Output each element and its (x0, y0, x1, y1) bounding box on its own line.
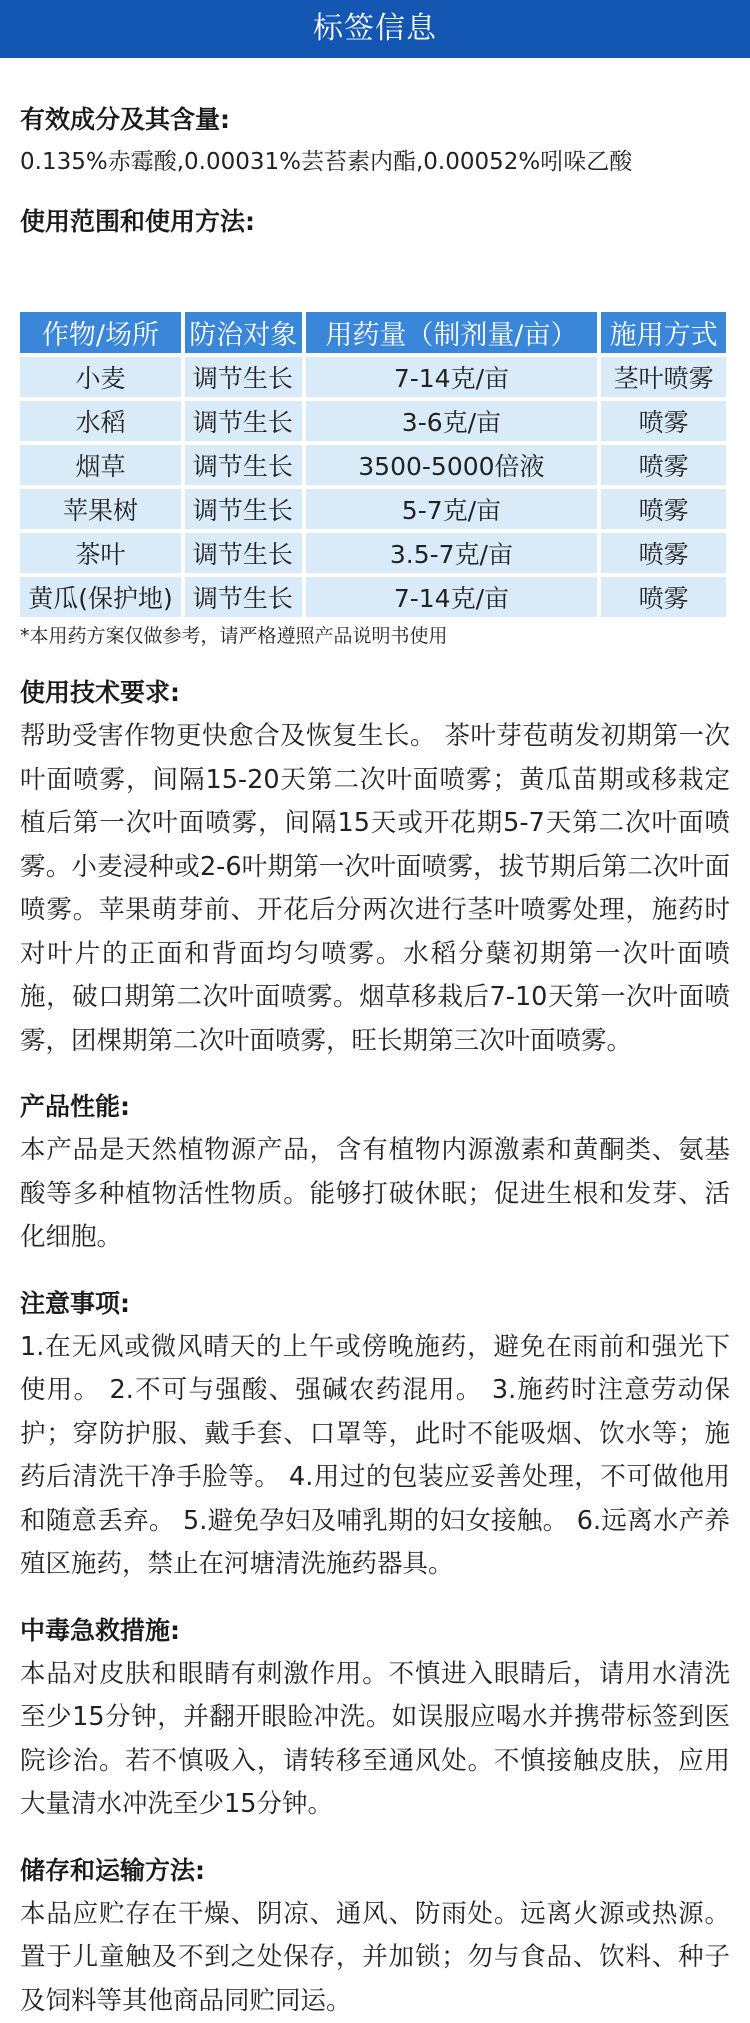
section-title: 使用技术要求: (20, 675, 730, 711)
table-note: *本用药方案仅做参考，请严格遵照产品说明书使用 (20, 623, 730, 649)
section-title: 注意事项: (20, 1286, 730, 1322)
col-header-crop: 作物/场所 (20, 312, 181, 353)
page-title: 标签信息 (313, 11, 437, 46)
cell-method: 茎叶喷雾 (601, 357, 726, 397)
usage-scope-title: 使用范围和使用方法: (20, 204, 730, 240)
section-text: 帮助受害作物更快愈合及恢复生长。 茶叶芽苞萌发初期第一次叶面喷雾，间隔15-20天第二次叶面喷雾；黄瓜苗期或移栽定植后第一次叶面喷雾，间隔15天或开花期5-7天第二次叶面喷雾。小麦浸种或2-6叶期第一次叶面喷雾，拔节期后第二次叶面喷雾。苹果萌芽前、开花后分两次进行茎叶喷雾处理，施药时对叶片的正面和背面均匀喷雾。水稻分蘖初期第一次叶面喷施，破口期第二次叶面喷雾。烟草移栽后7-10天第一次叶面喷雾，团棵期第二次叶面喷雾，旺长期第三次叶面喷雾。 (20, 715, 730, 1063)
cell-dosage: 3.5-7克/亩 (306, 533, 598, 573)
cell-target: 调节生长 (185, 445, 302, 485)
ingredients-text: 0.135%赤霉酸,0.00031%芸苔素内酯,0.00052%吲哚乙酸 (20, 144, 730, 180)
cell-dosage: 5-7克/亩 (306, 489, 598, 529)
cell-method: 喷雾 (601, 577, 726, 617)
technical-requirements-section (20, 675, 730, 1063)
section-text: 本品对皮肤和眼睛有刺激作用。不慎进入眼睛后，请用水清洗至少15分钟，并翻开眼睑冲洗。如误服应喝水并携带标签到医院诊治。若不慎吸入，请转移至通风处。不慎接触皮肤，应用大量清水冲洗至少15分钟。 (20, 1653, 730, 1827)
section-title: 产品性能: (20, 1089, 730, 1125)
cell-crop: 烟草 (20, 445, 181, 485)
page-header (0, 0, 750, 58)
cell-crop: 小麦 (20, 357, 181, 397)
cell-method: 喷雾 (601, 489, 726, 529)
table-row (20, 533, 726, 573)
cell-target: 调节生长 (185, 357, 302, 397)
ingredients-title: 有效成分及其含量: (20, 102, 730, 138)
cell-dosage: 3500-5000倍液 (306, 445, 598, 485)
first-aid-section (20, 1613, 730, 1827)
product-performance-section (20, 1089, 730, 1260)
storage-transport-section (20, 1853, 730, 2023)
table-row (20, 445, 726, 485)
label-content (0, 58, 750, 2023)
section-text: 1.在无风或微风晴天的上午或傍晚施药，避免在雨前和强光下使用。 2.不可与强酸、强碱农药混用。 3.施药时注意劳动保护；穿防护服、戴手套、口罩等，此时不能吸烟、饮水等；施药后清洗干净手脸等。 4.用过的包装应妥善处理，不可做他用和随意丢弃。 5.避免孕妇及哺乳期的妇女接触。 6.远离水产养殖区施药，禁止在河塘清洗施药器具。 (20, 1326, 730, 1587)
precautions-section (20, 1286, 730, 1587)
cell-crop: 茶叶 (20, 533, 181, 573)
ingredients-section (20, 58, 730, 180)
section-title: 储存和运输方法: (20, 1853, 730, 1889)
col-header-method: 施用方式 (601, 312, 726, 353)
cell-target: 调节生长 (185, 533, 302, 573)
table-row (20, 401, 726, 441)
col-header-dosage: 用药量（制剂量/亩） (306, 312, 598, 353)
cell-target: 调节生长 (185, 489, 302, 529)
cell-crop: 苹果树 (20, 489, 181, 529)
cell-crop: 黄瓜(保护地) (20, 577, 181, 617)
section-title: 中毒急救措施: (20, 1613, 730, 1649)
usage-table (16, 308, 730, 621)
cell-target: 调节生长 (185, 577, 302, 617)
cell-dosage: 3-6克/亩 (306, 401, 598, 441)
col-header-target: 防治对象 (185, 312, 302, 353)
section-text: 本产品是天然植物源产品，含有植物内源激素和黄酮类、氨基酸等多种植物活性物质。能够打破休眠；促进生根和发芽、活化细胞。 (20, 1129, 730, 1260)
table-row (20, 577, 726, 617)
usage-table-wrap (20, 308, 730, 649)
cell-method: 喷雾 (601, 401, 726, 441)
cell-method: 喷雾 (601, 533, 726, 573)
cell-dosage: 7-14克/亩 (306, 357, 598, 397)
cell-target: 调节生长 (185, 401, 302, 441)
usage-scope-section (20, 180, 730, 240)
section-text: 本品应贮存在干燥、阴凉、通风、防雨处。远离火源或热源。置于儿童触及不到之处保存，并加锁；勿与食品、饮料、种子及饲料等其他商品同贮同运。 (20, 1893, 730, 2023)
cell-dosage: 7-14克/亩 (306, 577, 598, 617)
table-row (20, 357, 726, 397)
table-row (20, 489, 726, 529)
table-header-row (20, 312, 726, 353)
cell-method: 喷雾 (601, 445, 726, 485)
cell-crop: 水稻 (20, 401, 181, 441)
